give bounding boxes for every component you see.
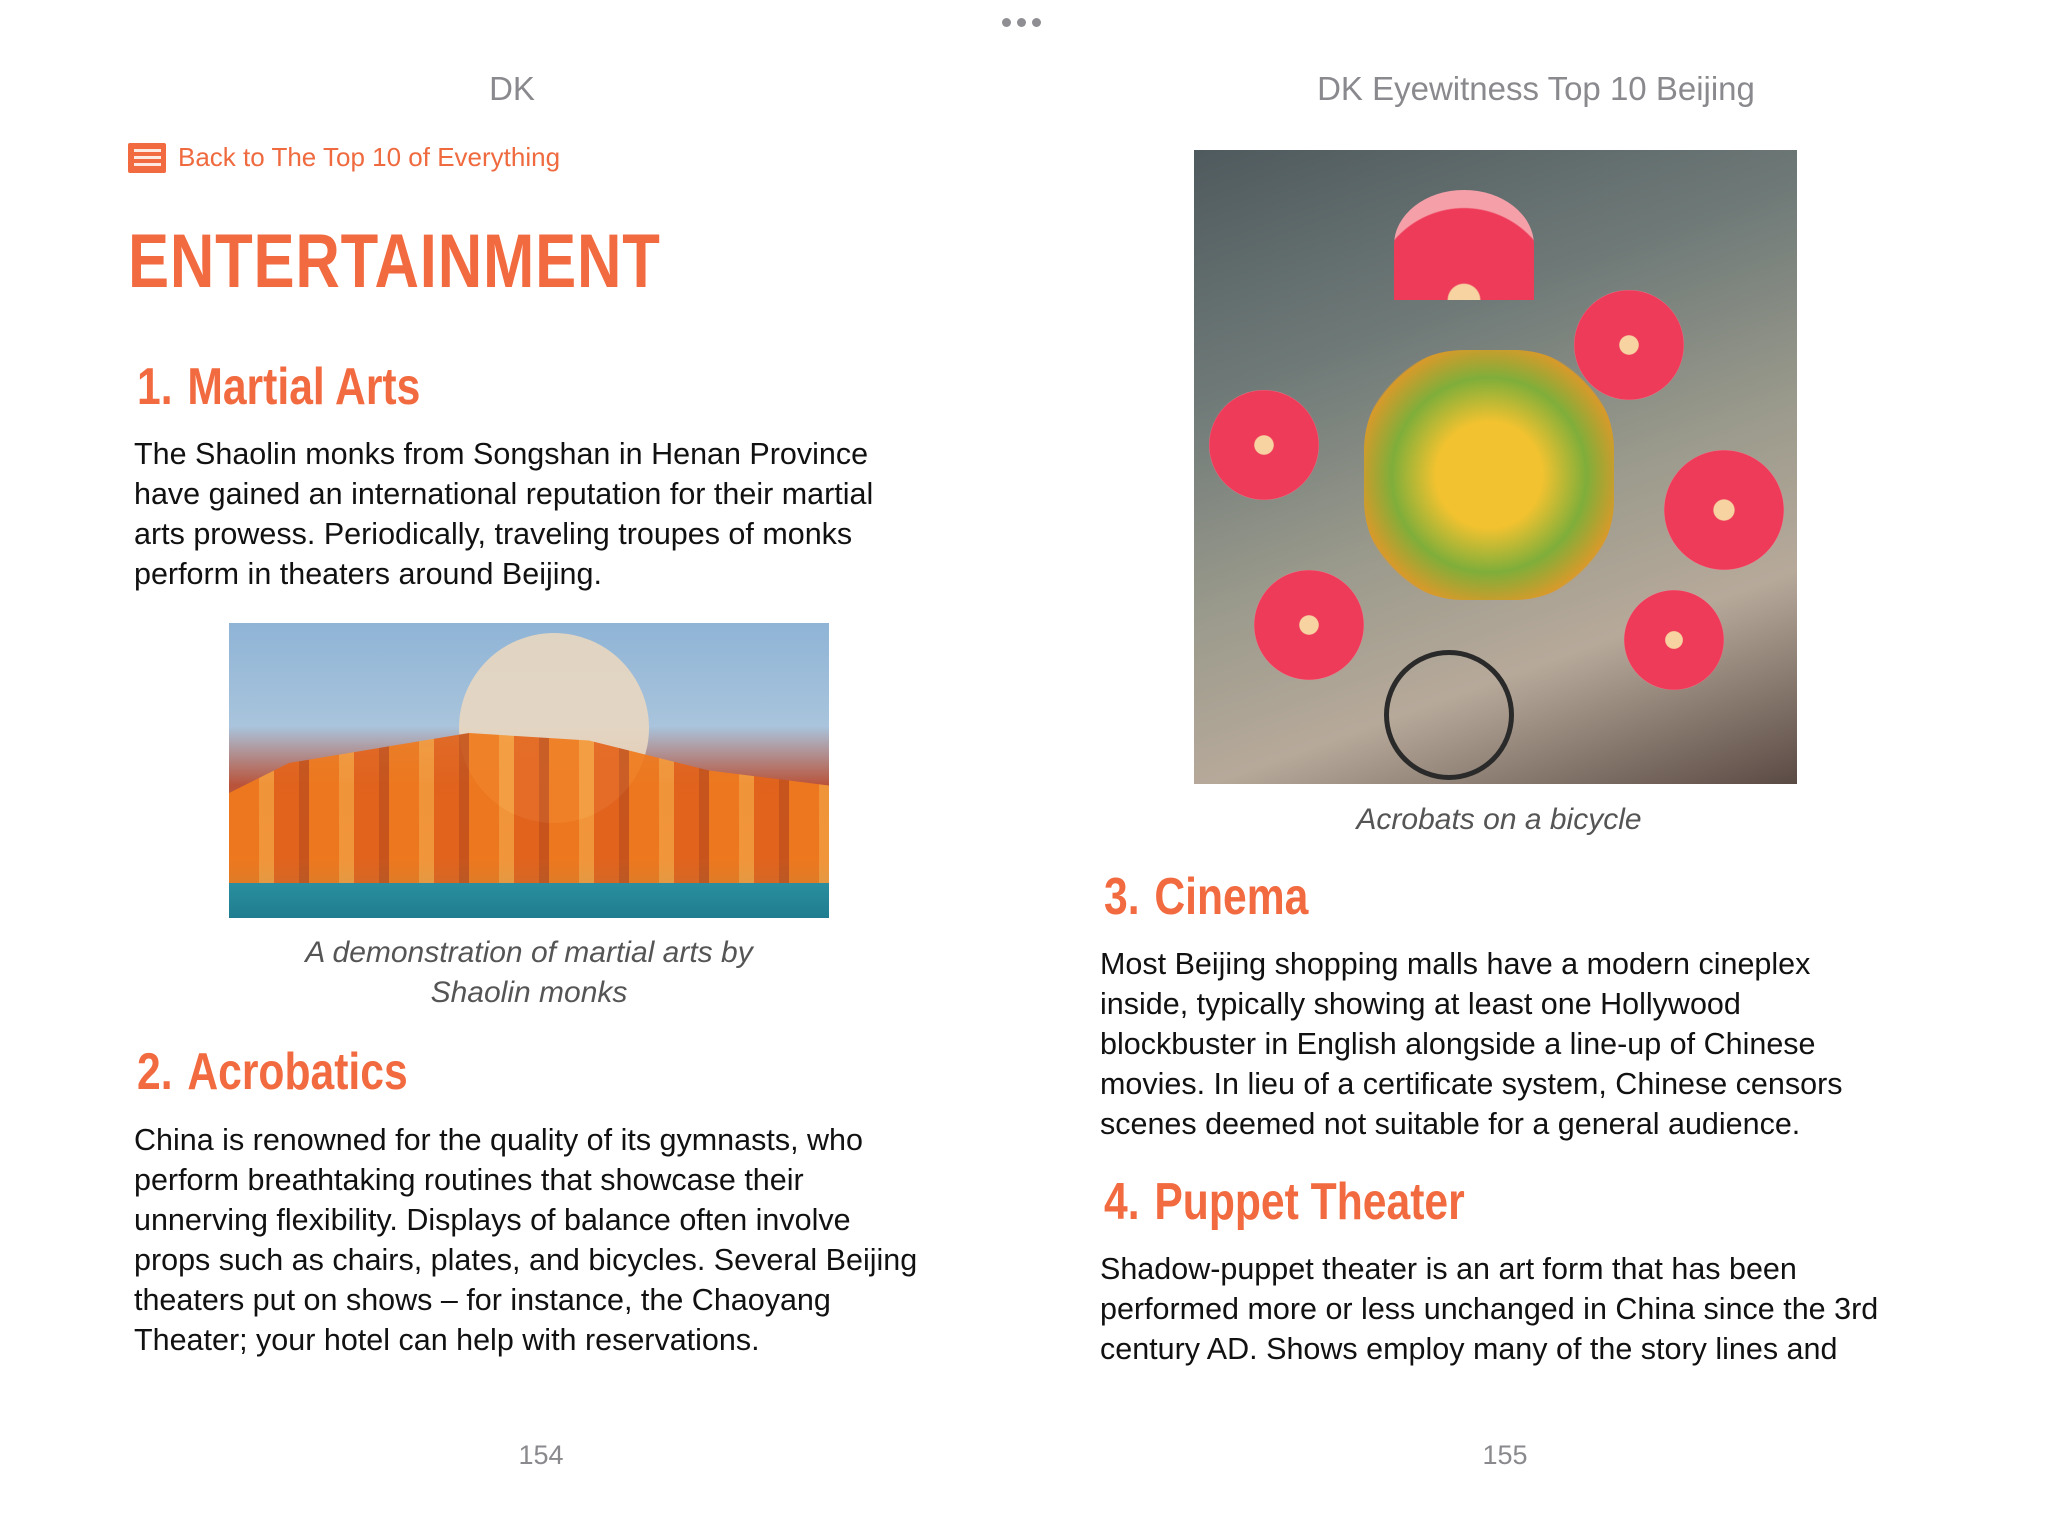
- caption-line: Shaolin monks: [430, 976, 628, 1009]
- heading-text: Puppet Theater: [1154, 1173, 1465, 1231]
- heading-number: 4.: [1104, 1173, 1140, 1231]
- text-line: Shadow-puppet theater is an art form that has been: [1100, 1252, 1797, 1286]
- acrobats-caption: Acrobats on a bicycle: [1356, 803, 1642, 836]
- text-line: have gained an international reputation for their martial: [134, 477, 874, 511]
- section-heading-acrobatics: [137, 1042, 408, 1102]
- section-heading-cinema: [1104, 867, 1308, 927]
- list-icon: [128, 143, 166, 173]
- text-line: inside, typically showing at least one Hollywood: [1100, 987, 1741, 1021]
- martial-arts-photo: [229, 623, 829, 918]
- heading-text: Cinema: [1154, 868, 1309, 926]
- more-options-icon[interactable]: [1002, 18, 1041, 27]
- text-line: Most Beijing shopping malls have a modern cineplex: [1100, 947, 1811, 981]
- caption-line: A demonstration of martial arts by: [305, 936, 753, 969]
- heading-text: Acrobatics: [187, 1043, 408, 1101]
- page-number-left: 154: [518, 1440, 564, 1470]
- heading-number: 1.: [137, 358, 173, 416]
- back-to-top10-link[interactable]: [128, 142, 560, 173]
- martial-arts-caption: [229, 933, 829, 1013]
- acrobats-photo: [1194, 150, 1797, 784]
- paragraph-cinema: [1100, 944, 1842, 1144]
- text-line: props such as chairs, plates, and bicycles. Several Beijing: [134, 1243, 918, 1277]
- text-line: theaters put on shows – for instance, the Chaoyang: [134, 1283, 831, 1317]
- text-line: Theater; your hotel can help with reservations.: [134, 1323, 760, 1357]
- paragraph-martial-arts: [134, 434, 873, 594]
- heading-number: 3.: [1104, 868, 1140, 926]
- section-heading-martial-arts: [137, 357, 420, 417]
- text-line: The Shaolin monks from Songshan in Henan Province: [134, 437, 869, 471]
- text-line: unnerving flexibility. Displays of balance often involve: [134, 1203, 851, 1237]
- text-line: movies. In lieu of a certificate system, Chinese censors: [1100, 1067, 1843, 1101]
- section-heading-puppet-theater: [1104, 1172, 1465, 1232]
- paragraph-acrobatics: [134, 1120, 917, 1360]
- text-line: perform in theaters around Beijing.: [134, 557, 602, 591]
- back-link-label: Back to The Top 10 of Everything: [178, 142, 561, 172]
- text-line: blockbuster in English alongside a line-up of Chinese: [1100, 1027, 1816, 1061]
- text-line: century AD. Shows employ many of the story lines and: [1100, 1332, 1838, 1366]
- left-running-head: DK: [489, 70, 535, 107]
- text-line: perform breathtaking routines that showcase their: [134, 1163, 804, 1197]
- page-number-right: 155: [1482, 1440, 1528, 1470]
- paragraph-puppet-theater: [1100, 1249, 1878, 1369]
- right-running-head: DK Eyewitness Top 10 Beijing: [1317, 70, 1755, 107]
- chapter-title: ENTERTAINMENT: [128, 219, 661, 304]
- text-line: scenes deemed not suitable for a general audience.: [1100, 1107, 1801, 1141]
- heading-number: 2.: [137, 1043, 173, 1101]
- text-line: performed more or less unchanged in China since the 3rd: [1100, 1292, 1879, 1326]
- text-line: China is renowned for the quality of its gymnasts, who: [134, 1123, 863, 1157]
- text-line: arts prowess. Periodically, traveling troupes of monks: [134, 517, 853, 551]
- heading-text: Martial Arts: [187, 358, 421, 416]
